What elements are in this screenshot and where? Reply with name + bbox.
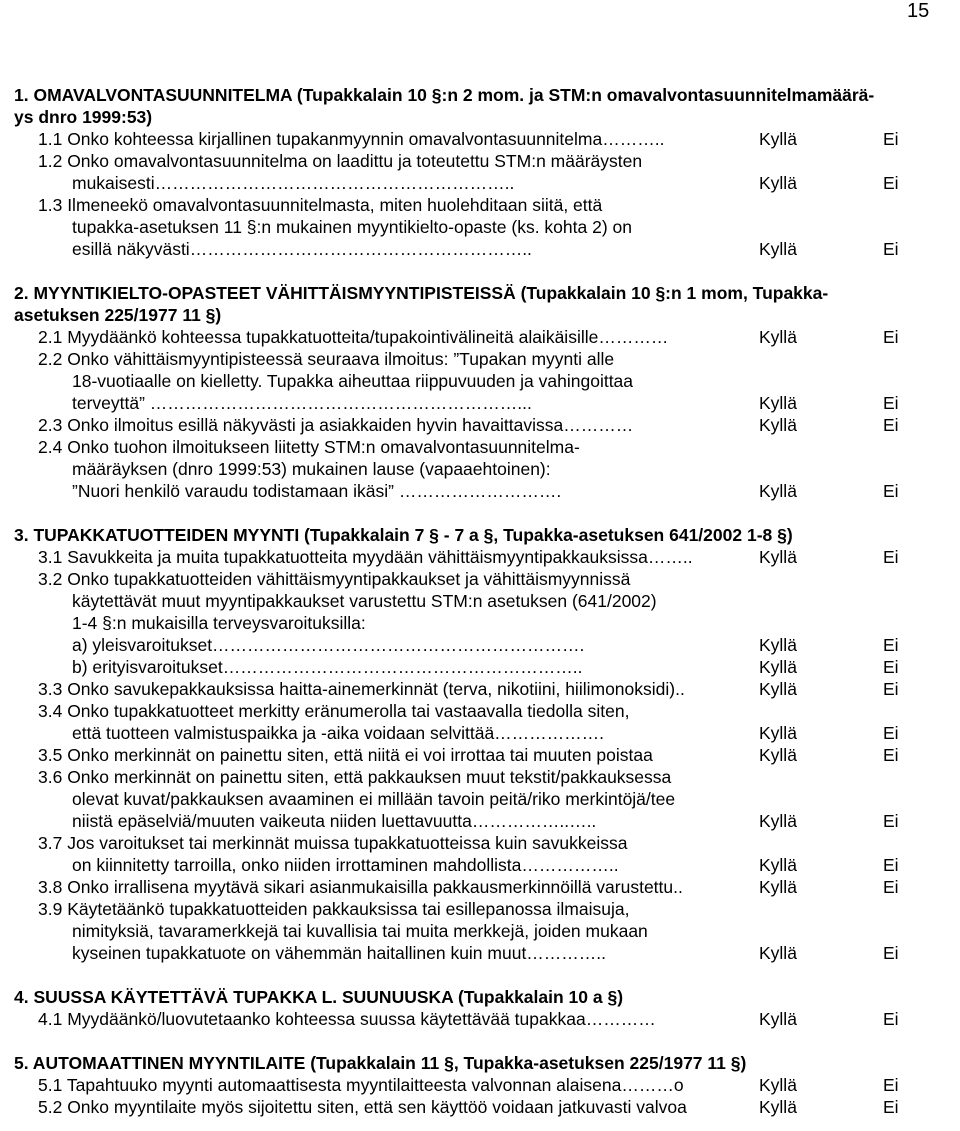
question-3-1: 3.1 Savukkeita ja muita tupakkatuotteita myydään vähittäismyyntipakkauksissa……..: [38, 547, 693, 567]
answer-4-1-yes[interactable]: Kyllä: [759, 1009, 797, 1029]
question-2-4-cont2: ”Nuori henkilö varaudu todistamaan ikäsi” ……………………….: [72, 481, 562, 501]
question-3-6-cont2: niistä epäselviä/muuten vaikeuta niiden luettavuutta……………..…..: [72, 811, 597, 831]
question-3-6-cont: olevat kuvat/pakkauksen avaaminen ei millään tavoin peitä/riko merkintöjä/tee: [72, 789, 676, 809]
answer-3-2-b-no[interactable]: Ei: [883, 657, 899, 677]
question-1-2: 1.2 Onko omavalvontasuunnitelma on laadittu ja toteutettu STM:n määräysten: [38, 151, 643, 171]
question-3-2-cont2: 1-4 §:n mukaisilla terveysvaroituksilla:: [72, 613, 366, 633]
question-1-3-cont2: esillä näkyvästi…………………………………………………..: [72, 239, 532, 259]
section-5-heading: 5. AUTOMAATTINEN MYYNTILAITE (Tupakkalain 11 §, Tupakka-asetuksen 225/1977 11 §): [14, 1053, 747, 1073]
question-3-2-a: a) yleisvaroitukset……………………………………………………….: [72, 635, 585, 655]
question-1-3-cont: tupakka-asetuksen 11 §:n mukainen myyntikielto-opaste (ks. kohta 2) on: [72, 217, 632, 237]
answer-2-3-yes[interactable]: Kyllä: [759, 415, 797, 435]
answer-2-1-no[interactable]: Ei: [883, 327, 899, 347]
answer-3-9-yes[interactable]: Kyllä: [759, 943, 797, 963]
answer-3-2-a-no[interactable]: Ei: [883, 635, 899, 655]
question-3-7-cont: on kiinnitetty tarroilla, onko niiden irrottaminen mahdollista……………..: [72, 855, 619, 875]
question-2-3: 2.3 Onko ilmoitus esillä näkyvästi ja asiakkaiden hyvin havaittavissa…………: [38, 415, 634, 435]
answer-3-2-a-yes[interactable]: Kyllä: [759, 635, 797, 655]
question-3-2-cont: käytettävät muut myyntipakkaukset varustettu STM:n asetuksen (641/2002): [72, 591, 657, 611]
question-3-9: 3.9 Käytetäänkö tupakkatuotteiden pakkauksissa tai esillepanossa ilmaisuja,: [38, 899, 630, 919]
question-3-2-b: b) erityisvaroitukset……………………………………………………..: [72, 657, 583, 677]
question-5-2: 5.2 Onko myyntilaite myös sijoitettu siten, että sen käyttöö voidaan jatkuvasti valvoa: [38, 1097, 687, 1117]
answer-1-1-no[interactable]: Ei: [883, 129, 899, 149]
question-3-3: 3.3 Onko savukepakkauksissa haitta-ainemerkinnät (terva, nikotiini, hiilimonoksidi)..: [38, 679, 685, 699]
question-2-4-cont: määräyksen (dnro 1999:53) mukainen lause (vapaaehtoinen):: [72, 459, 551, 479]
question-3-2: 3.2 Onko tupakkatuotteiden vähittäismyyntipakkaukset ja vähittäismyynnissä: [38, 569, 631, 589]
question-5-1: 5.1 Tapahtuuko myynti automaattisesta myyntilaitteesta valvonnan alaisena………o: [38, 1075, 684, 1095]
answer-5-2-yes[interactable]: Kyllä: [759, 1097, 797, 1117]
question-4-1: 4.1 Myydäänkö/luovutetaanko kohteessa suussa käytettävää tupakkaa…………: [38, 1009, 656, 1029]
answer-2-4-yes[interactable]: Kyllä: [759, 481, 797, 501]
answer-3-4-yes[interactable]: Kyllä: [759, 723, 797, 743]
question-2-2: 2.2 Onko vähittäismyyntipisteessä seuraava ilmoitus: ”Tupakan myynti alle: [38, 349, 615, 369]
question-2-2-cont2: terveyttä” ………………………………………………………...: [72, 393, 532, 413]
question-3-9-cont: nimityksiä, tavaramerkkejä tai kuvallisia tai muita merkkejä, joiden mukaan: [72, 921, 648, 941]
question-3-4-cont: että tuotteen valmistuspaikka ja -aika voidaan selvittää……………….: [72, 723, 605, 743]
section-2-heading: 2. MYYNTIKIELTO-OPASTEET VÄHITTÄISMYYNTIPISTEISSÄ (Tupakkalain 10 §:n 1 mom, Tupakka-: [14, 283, 829, 303]
answer-1-3-yes[interactable]: Kyllä: [759, 239, 797, 259]
section-2-heading-cont: asetuksen 225/1977 11 §): [14, 305, 222, 325]
answer-3-6-no[interactable]: Ei: [883, 811, 899, 831]
question-1-1: 1.1 Onko kohteessa kirjallinen tupakanmyynnin omavalvontasuunnitelma………..: [38, 129, 665, 149]
answer-3-5-no[interactable]: Ei: [883, 745, 899, 765]
answer-3-2-b-yes[interactable]: Kyllä: [759, 657, 797, 677]
question-3-5: 3.5 Onko merkinnät on painettu siten, että niitä ei voi irrottaa tai muuten poistaa: [38, 745, 653, 765]
answer-3-7-no[interactable]: Ei: [883, 855, 899, 875]
answer-2-2-no[interactable]: Ei: [883, 393, 899, 413]
answer-4-1-no[interactable]: Ei: [883, 1009, 899, 1029]
answer-2-2-yes[interactable]: Kyllä: [759, 393, 797, 413]
section-1-heading: 1. OMAVALVONTASUUNNITELMA (Tupakkalain 10 §:n 2 mom. ja STM:n omavalvontasuunnitelmamäärä-: [14, 85, 875, 105]
answer-3-1-yes[interactable]: Kyllä: [759, 547, 797, 567]
answer-3-8-no[interactable]: Ei: [883, 877, 899, 897]
answer-5-1-yes[interactable]: Kyllä: [759, 1075, 797, 1095]
question-3-4: 3.4 Onko tupakkatuotteet merkitty eränumerolla tai vastaavalla tiedolla siten,: [38, 701, 630, 721]
section-3-heading: 3. TUPAKKATUOTTEIDEN MYYNTI (Tupakkalain 7 § - 7 a §, Tupakka-asetuksen 641/2002 1-8 §): [14, 525, 793, 545]
answer-3-7-yes[interactable]: Kyllä: [759, 855, 797, 875]
answer-2-3-no[interactable]: Ei: [883, 415, 899, 435]
answer-1-1-yes[interactable]: Kyllä: [759, 129, 797, 149]
section-4-heading: 4. SUUSSA KÄYTETTÄVÄ TUPAKKA L. SUUNUUSKA (Tupakkalain 10 a §): [14, 987, 624, 1007]
question-3-8: 3.8 Onko irrallisena myytävä sikari asianmukaisilla pakkausmerkinnöillä varustettu..: [38, 877, 683, 897]
answer-3-1-no[interactable]: Ei: [883, 547, 899, 567]
answer-3-4-no[interactable]: Ei: [883, 723, 899, 743]
question-2-1: 2.1 Myydäänkö kohteessa tupakkatuotteita/tupakointivälineitä alaikäisille…………: [38, 327, 669, 347]
answer-5-2-no[interactable]: Ei: [883, 1097, 899, 1117]
question-1-2-cont: mukaisesti……………………………………………………..: [72, 173, 515, 193]
page-number: 15: [907, 0, 930, 22]
answer-2-1-yes[interactable]: Kyllä: [759, 327, 797, 347]
answer-1-2-yes[interactable]: Kyllä: [759, 173, 797, 193]
section-1-heading-cont: ys dnro 1999:53): [14, 107, 153, 127]
answer-1-2-no[interactable]: Ei: [883, 173, 899, 193]
answer-3-3-no[interactable]: Ei: [883, 679, 899, 699]
answer-2-4-no[interactable]: Ei: [883, 481, 899, 501]
question-3-9-cont2: kyseinen tupakkatuote on vähemmän haitallinen kuin muut…………..: [72, 943, 607, 963]
answer-1-3-no[interactable]: Ei: [883, 239, 899, 259]
answer-3-5-yes[interactable]: Kyllä: [759, 745, 797, 765]
question-3-6: 3.6 Onko merkinnät on painettu siten, että pakkauksen muut tekstit/pakkauksessa: [38, 767, 672, 787]
answer-3-8-yes[interactable]: Kyllä: [759, 877, 797, 897]
question-3-7: 3.7 Jos varoitukset tai merkinnät muissa tupakkatuotteissa kuin savukkeissa: [38, 833, 628, 853]
question-2-2-cont: 18-vuotiaalle on kielletty. Tupakka aiheuttaa riippuvuuden ja vahingoittaa: [72, 371, 634, 391]
question-1-3: 1.3 Ilmeneekö omavalvontasuunnitelmasta, miten huolehditaan siitä, että: [38, 195, 603, 215]
answer-5-1-no[interactable]: Ei: [883, 1075, 899, 1095]
answer-3-3-yes[interactable]: Kyllä: [759, 679, 797, 699]
answer-3-9-no[interactable]: Ei: [883, 943, 899, 963]
answer-3-6-yes[interactable]: Kyllä: [759, 811, 797, 831]
question-2-4: 2.4 Onko tuohon ilmoitukseen liitetty STM:n omavalvontasuunnitelma-: [38, 437, 580, 457]
